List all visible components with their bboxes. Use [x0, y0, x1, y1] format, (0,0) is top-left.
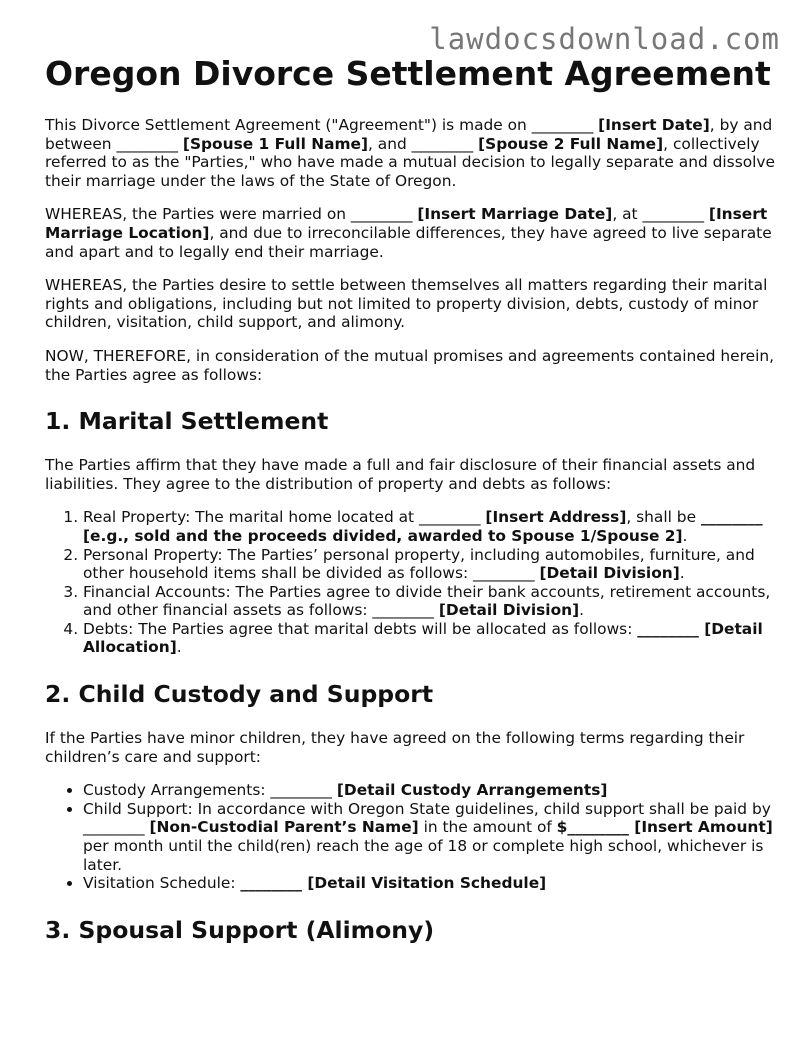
intro-paragraph-3: WHEREAS, the Parties desire to settle between themselves all matters regarding their marital rights and obligations, including but not limited to property division, debts, custody of minor children, visitation, child support, and alimony. [45, 276, 768, 332]
intro-paragraph-1: This Divorce Settlement Agreement ("Agreement") is made on ________ [Insert Date], by and between ________ [Spouse 1 Full Name], and ________ [Spouse 2 Full Name], collectively referred to as the "Parties," who have made a mutual decision to legally separate and dissolve their marriage under the laws of the State of Oregon. [45, 116, 775, 190]
list-item-financial-accounts: 3. Financial Accounts: The Parties agree to divide their bank accounts, retirement accounts, and other financial assets as follows: ________ [Detail Division]. [83, 583, 775, 620]
section-1-heading: 1. Marital Settlement [45, 407, 329, 436]
list-item-custody: • Custody Arrangements: ________ [Detail Custody Arrangements] [83, 781, 775, 800]
watermark: lawdocsdownload.com [429, 22, 780, 56]
placeholder-date: [Insert Date] [598, 116, 710, 134]
document-title: Oregon Divorce Settlement Agreement [45, 54, 771, 93]
section-1-intro: The Parties affirm that they have made a full and fair disclosure of their financial assets and liabilities. They agree to the distribution of property and debts as follows: [45, 456, 756, 493]
section-1-list [45, 508, 775, 657]
placeholder-marriage-date: [Insert Marriage Date] [417, 205, 613, 224]
section-2-list [45, 781, 775, 893]
document-body [45, 116, 775, 965]
section-2-intro: If the Parties have minor children, they have agreed on the following terms regarding their children’s care and support: [45, 729, 745, 766]
section-3-heading: 3. Spousal Support (Alimony) [45, 915, 435, 944]
list-item-debts: 4. Debts: The Parties agree that marital debts will be allocated as follows: ________ [Detail Allocation]. [83, 620, 775, 657]
placeholder-spouse-2: [Spouse 2 Full Name] [478, 134, 664, 153]
list-item-visitation: • Visitation Schedule: ________ [Detail Visitation Schedule] [83, 874, 775, 893]
intro-paragraph-4: NOW, THEREFORE, in consideration of the mutual promises and agreements contained herein, the Parties agree as follows: [45, 346, 774, 384]
section-2-heading: 2. Child Custody and Support [45, 680, 434, 709]
list-item-personal-property: 2. Personal Property: The Parties’ personal property, including automobiles, furniture, and other household items shall be divided as follows: ________ [Detail Division]. [83, 546, 775, 583]
placeholder-marriage-location: [Insert Marriage Location] [45, 205, 768, 242]
list-item-child-support: • Child Support: In accordance with Oregon State guidelines, child support shall be paid by ________ [Non-Custodial Parent’s Name] in the amount of $________ [Insert Amount] per month until the child(ren) reach the age of 18 or complete high school, whichever is later. [83, 800, 775, 874]
list-item-real-property: 1. Real Property: The marital home located at ________ [Insert Address], shall be ________ [e.g., sold and the proceeds divided, awarded to Spouse 1/Spouse 2]. [83, 508, 775, 545]
intro-paragraph-2: WHEREAS, the Parties were married on ________ [Insert Marriage Date], at ________ [Insert Marriage Location], and due to irreconcilable differences, they have agreed to live separate and apart and to legally end their marriage. [45, 205, 772, 261]
placeholder-spouse-1: [Spouse 1 Full Name] [182, 134, 368, 153]
